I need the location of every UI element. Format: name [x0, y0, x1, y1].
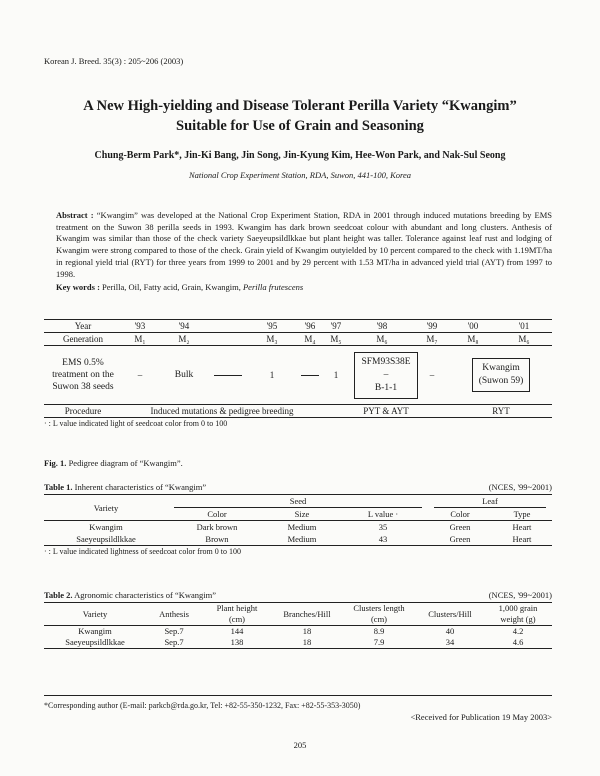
affiliation: National Crop Experiment Station, RDA, Suwon, 441-100, Korea — [188, 170, 411, 180]
fig-caption-text: Pedigree diagram of “Kwangim”. — [66, 458, 183, 468]
table1-lvalue: L value · — [338, 508, 428, 521]
cell-leaf-color: Green — [428, 533, 492, 546]
cell-type: Heart — [492, 533, 552, 546]
origin-line-3: Suwon 38 seeds — [52, 382, 114, 392]
page-number: 205 — [293, 740, 307, 750]
gen-m9: M₆ — [496, 333, 552, 346]
pedigree-year-row — [44, 320, 552, 333]
procedure-pyt-ayt: PYT & AYT — [322, 405, 450, 418]
abstract-label: Abstract : — [56, 210, 94, 220]
table1-variety-header: Variety — [44, 495, 168, 521]
author-list: Chung-Berm Park*, Jin-Ki Bang, Jin Song, Jin-Kyung Kim, Hee-Won Park, and Nak-Sul Seong — [94, 150, 506, 161]
table2-anthesis-header: Anthesis — [146, 603, 202, 626]
pedigree-flow-row — [44, 346, 552, 405]
selection-1: 1 — [269, 370, 275, 380]
table2-grain-weight-header: 1,000 grain weight (g) — [484, 603, 552, 626]
table2-source: (NCES, '99~2001) — [488, 590, 552, 600]
table1-size: Size — [266, 508, 338, 521]
gen-m1: M₁ — [122, 333, 158, 346]
pedigree-note-row — [44, 418, 552, 431]
keywords-text: Perilla, Oil, Fatty acid, Grain, Kwangim, — [99, 282, 243, 292]
table-row — [44, 533, 552, 546]
dash-1: – — [137, 370, 143, 380]
year-label: Year — [44, 320, 122, 333]
pedigree-note: · : L value indicated light of seedcoat color from 0 to 100 — [44, 419, 228, 428]
table1-caption — [44, 482, 552, 492]
gen-m2: M₂ — [158, 333, 210, 346]
gen-m7: M₇ — [414, 333, 450, 346]
line-name-box — [354, 352, 418, 399]
variety-box — [472, 358, 531, 392]
line-name-2: B-1-1 — [374, 382, 398, 393]
procedure-label: Procedure — [44, 405, 122, 418]
title-line-2: Suitable for Use of Grain and Seasoning — [176, 118, 424, 134]
cell-leaf-color: Green — [449, 522, 471, 532]
year-97: '97 — [322, 320, 350, 333]
pedigree-generation-row — [44, 333, 552, 346]
table2-variety-header: Variety — [44, 603, 146, 626]
cell-seed-color: Dark brown — [196, 522, 238, 532]
keywords — [56, 282, 303, 292]
cell-variety: Saeyeupsildlkkae — [44, 533, 168, 546]
cell-variety: Saeyeupsildlkkae — [44, 637, 146, 649]
cell-grain-weight: 4.6 — [484, 637, 552, 649]
pedigree-diagram — [44, 319, 552, 430]
variety-code: (Suwon 59) — [478, 376, 524, 386]
gen-m4: M₄ — [298, 333, 322, 346]
table1-seed-header: Seed — [168, 495, 428, 509]
table2-branches-header: Branches/Hill — [272, 603, 342, 626]
gen-m8: M₈ — [450, 333, 496, 346]
table2-label: Table 2. — [44, 590, 73, 600]
table-row — [44, 521, 552, 534]
table1-leaf-header: Leaf — [428, 495, 552, 509]
line-box-cell — [350, 346, 414, 405]
table2-clusters-hill-header: Clusters/Hill — [416, 603, 484, 626]
received-date: <Received for Publication 19 May 2003> — [410, 712, 552, 722]
cell-size: Medium — [266, 533, 338, 546]
table2-height-header: Plant height (cm) — [202, 603, 272, 626]
connector-line-1 — [210, 346, 246, 405]
cell-anthesis: Sep.7 — [146, 637, 202, 649]
table2-cluster-length-header: Clusters length (cm) — [342, 603, 416, 626]
generation-label: Generation — [44, 333, 122, 346]
year-99: '99 — [414, 320, 450, 333]
table2-header — [44, 603, 552, 626]
table1-note-row — [44, 546, 552, 559]
cell-variety: Kwangim — [89, 522, 123, 532]
cell-type: Heart — [512, 522, 532, 532]
cell-clusters: 40 — [445, 626, 455, 636]
table1-caption-text: Inherent characteristics of “Kwangim” — [72, 482, 207, 492]
table1-source: (NCES, '99~2001) — [488, 482, 552, 492]
table2-caption — [44, 590, 552, 600]
keywords-label: Key words : — [56, 282, 100, 292]
cell-cluster-length: 8.9 — [373, 626, 385, 636]
cell-branches: 18 — [272, 637, 342, 649]
cell-height: 138 — [202, 637, 272, 649]
year-96: '96 — [298, 320, 322, 333]
bulk-label: Bulk — [174, 370, 194, 380]
table1-type: Type — [492, 508, 552, 521]
origin-line-2: treatment on the — [52, 370, 114, 380]
table2 — [44, 602, 552, 649]
gen-m6: M₆ — [350, 333, 414, 346]
table1-note: · : L value indicated lightness of seedcoat color from 0 to 100 — [44, 547, 241, 556]
origin-line-1: EMS 0.5% — [62, 358, 104, 368]
paper-title — [0, 96, 600, 136]
year-93: '93 — [122, 320, 158, 333]
variety-box-cell — [450, 346, 552, 405]
gen-m5: M₅ — [322, 333, 350, 346]
dash-2: – — [383, 369, 389, 380]
year-98: '98 — [350, 320, 414, 333]
table-row — [44, 626, 552, 638]
journal-citation: Korean J. Breed. 35(3) : 205~206 (2003) — [44, 56, 184, 66]
cell-cluster-length: 7.9 — [342, 637, 416, 649]
abstract-text: “Kwangim” was developed at the National Crop Experiment Station, RDA in 2001 through induced mutations breeding by EMS treatment on the Suwon 38 perilla seeds in 1993. Kwangim has dark brown seedcoat colour with abundant and long clusters. Anthesis of Kwangim was similar than those of the check variety Saeyeupsildlkkae but plant height was taller. Tolerance against leaf rust and lodging of Kwangim were strong compared to those of the check. Grain yield of Kwangim outyielded by 10 percent compared to the check with 1.19MT/ha in regional yield trial (RYT) for three years from 1999 to 2001 and by 29 percent with 1.53 MT/ha in advanced yield trial (AYT) from 1997 to 1998. — [56, 210, 552, 279]
cell-branches: 18 — [302, 626, 312, 636]
selection-2: 1 — [333, 370, 339, 380]
dash-3: – — [429, 370, 435, 380]
pedigree-origin — [44, 346, 122, 405]
year-94: '94 — [158, 320, 210, 333]
cell-size: Medium — [287, 522, 317, 532]
cell-height: 144 — [230, 626, 244, 636]
line-name-1: SFM93S38E — [361, 356, 411, 367]
year-00: '00 — [450, 320, 496, 333]
cell-anthesis: Sep.7 — [164, 626, 184, 636]
table1 — [44, 494, 552, 558]
table1-leaf-color: Color — [428, 508, 492, 521]
year-01: '01 — [496, 320, 552, 333]
table2-caption-text: Agronomic characteristics of “Kwangim” — [72, 590, 217, 600]
pedigree-procedure-row — [44, 405, 552, 418]
table1-label: Table 1. — [44, 482, 73, 492]
cell-clusters: 34 — [416, 637, 484, 649]
gen-m3: M₃ — [246, 333, 298, 346]
abstract — [56, 210, 552, 280]
figure-caption — [44, 458, 183, 468]
variety-name: Kwangim — [482, 363, 520, 373]
table-row — [44, 637, 552, 649]
procedure-mutation: Induced mutations & pedigree breeding — [122, 405, 322, 418]
cell-lvalue: 43 — [338, 533, 428, 546]
title-line-1: A New High-yielding and Disease Tolerant Perilla Variety “Kwangim” — [83, 98, 517, 114]
cell-variety: Kwangim — [78, 626, 112, 636]
connector-line-2 — [298, 346, 322, 405]
cell-seed-color: Brown — [168, 533, 266, 546]
corresponding-author-footnote: *Corresponding author (E-mail: parkcb@rda.go.kr, Tel: +82-55-350-1232, Fax: +82-55-353-3050) — [44, 695, 552, 710]
procedure-ryt: RYT — [450, 405, 552, 418]
cell-lvalue: 35 — [378, 522, 388, 532]
table1-header-1 — [44, 495, 552, 509]
keywords-italic: Perilla frutescens — [242, 282, 304, 292]
table1-seed-color: Color — [168, 508, 266, 521]
fig-label: Fig. 1. — [44, 458, 67, 468]
year-95: '95 — [246, 320, 298, 333]
cell-grain-weight: 4.2 — [512, 626, 524, 636]
